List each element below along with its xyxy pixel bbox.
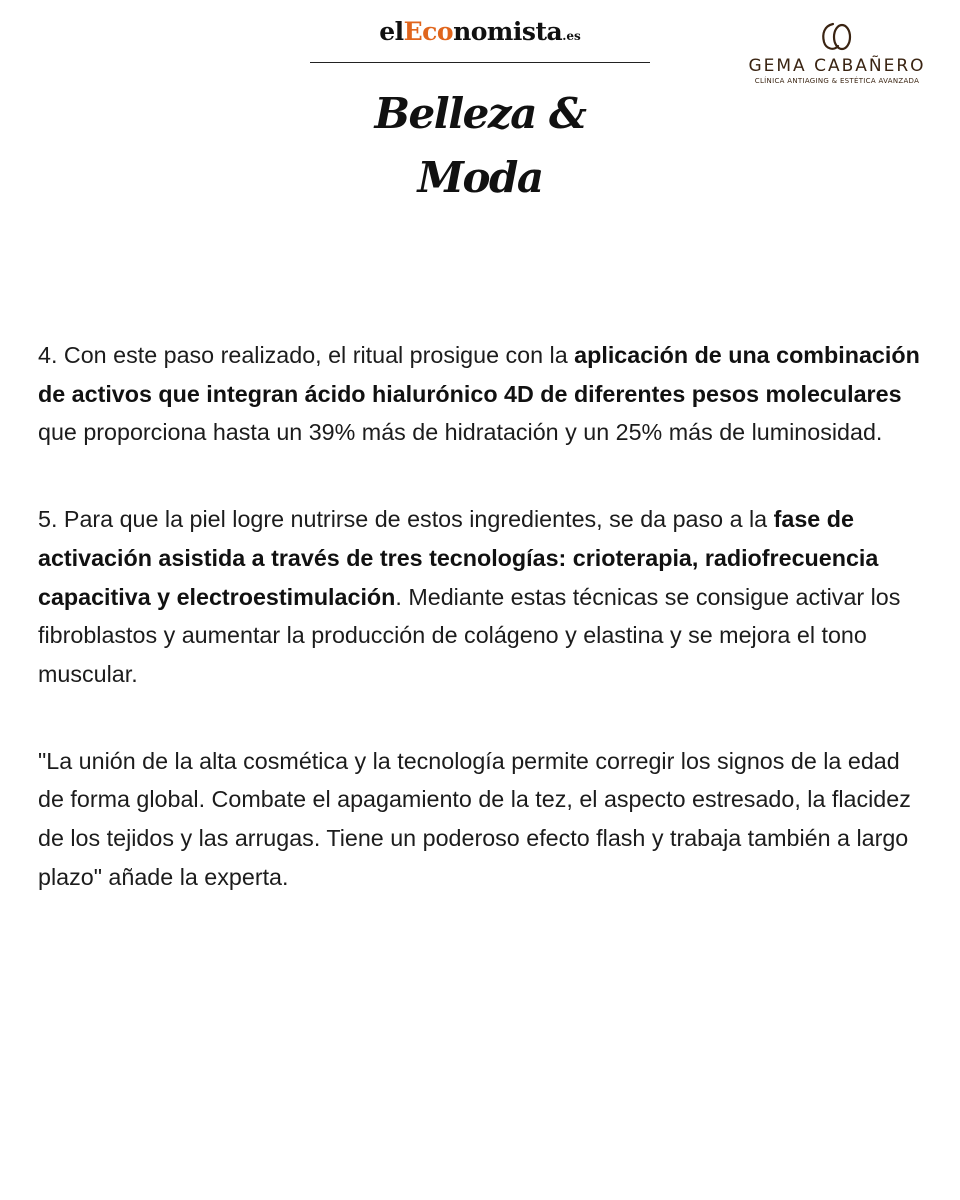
logo-part-2: nomista xyxy=(453,17,563,46)
text: . Mediante estas técnicas se consigue activar los fibroblastos y aumentar la producción de colágeno y elastina y se mejora el tono muscular. xyxy=(38,583,901,687)
publication-logo[interactable] xyxy=(310,14,650,54)
paragraph-step-5 xyxy=(38,500,923,694)
monogram-icon xyxy=(816,20,858,54)
logo-accent: Eco xyxy=(403,17,454,46)
bold-text: aplicación de una combinación de activos que integran ácido hialurónico 4D de diferentes pesos moleculares xyxy=(38,342,920,407)
text: 5. Para que la piel logre nutrirse de estos ingredientes, se da paso a la xyxy=(38,506,774,533)
masthead xyxy=(310,14,650,54)
section-title: Belleza & Moda xyxy=(374,89,586,202)
masthead-divider xyxy=(310,62,650,63)
paragraph-quote xyxy=(38,742,923,897)
text: "La unión de la alta cosmética y la tecnología permite corregir los signos de la edad de forma global. Combate el apagamiento de la tez, el aspecto estresado, la flacidez de los tejidos y las arrugas. Tiene un poderoso efecto flash y trabaja también a largo plazo" añade la experta. xyxy=(38,747,911,890)
bold-text: fase de activación asistida a través de tres tecnologías: crioterapia, radiofrecuencia capacitiva y electroestimulación xyxy=(38,506,879,610)
logo-part-1: el xyxy=(379,17,404,46)
brand-logo xyxy=(732,20,942,86)
paragraph-step-4 xyxy=(38,336,923,452)
brand-subtitle: CLÍNICA ANTIAGING & ESTÉTICA AVANZADA xyxy=(754,77,920,85)
text: 4. Con este paso realizado, el ritual prosigue con la xyxy=(38,342,575,368)
text: que proporciona hasta un 39% más de hidratación y un 25% más de luminosidad. xyxy=(38,419,883,446)
brand-name: GEMA CABAÑERO xyxy=(748,56,926,76)
logo-tld: .es xyxy=(562,29,581,43)
article-body xyxy=(38,336,923,944)
